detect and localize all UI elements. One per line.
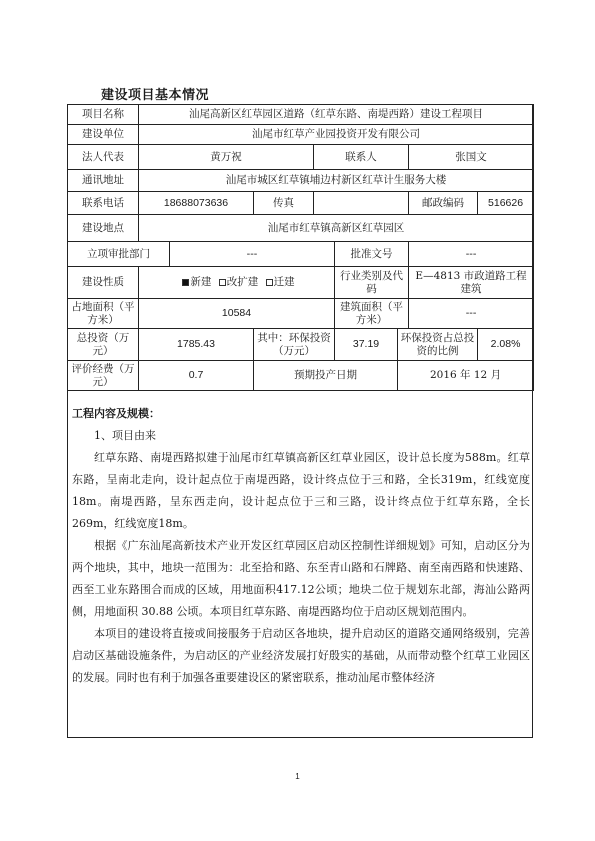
approval-no-value: --- (409, 242, 534, 267)
expansion-checkbox (219, 279, 226, 286)
industry-label: 行业类别及代码 (335, 267, 409, 299)
env-invest-value: 37.19 (335, 329, 398, 361)
env-invest-label: 其中：环保投资（万元） (254, 329, 335, 361)
total-invest-value: 1785.43 (139, 329, 254, 361)
env-ratio-label: 环保投资占总投资的比例 (398, 329, 478, 361)
approval-dept-value: --- (170, 242, 335, 267)
legal-rep-value: 黄万祝 (139, 145, 314, 170)
content-section (72, 403, 530, 689)
phone-label: 联系电话 (68, 192, 139, 215)
legal-rep-label: 法人代表 (68, 145, 139, 170)
contact-value: 张国文 (409, 145, 534, 170)
page-number: 1 (295, 772, 300, 781)
land-area-label: 占地面积（平方米） (68, 299, 139, 329)
unit-label: 建设单位 (68, 125, 139, 145)
address-label: 通讯地址 (68, 170, 139, 192)
address-value: 汕尾市城区红草镇埔边村新区红草计生服务大楼 (139, 170, 534, 192)
project-name-label: 项目名称 (68, 105, 139, 125)
contact-label: 联系人 (314, 145, 409, 170)
approval-no-label: 批准文号 (335, 242, 409, 267)
page-title: 建设项目基本情况 (101, 88, 210, 103)
nature-label: 建设性质 (68, 267, 139, 299)
content-heading: 工程内容及规模： (72, 407, 160, 420)
approval-dept-label: 立项审批部门 (68, 242, 170, 267)
building-area-value: --- (409, 299, 534, 329)
fax-value (314, 192, 409, 215)
unit-value: 汕尾市红草产业园投资开发有限公司 (139, 125, 534, 145)
relocation-checkbox (266, 279, 273, 286)
start-date-value: 2016 年 12 月 (398, 361, 534, 391)
eval-fee-label: 评价经费（万元） (68, 361, 139, 391)
env-ratio-value: 2.08% (478, 329, 534, 361)
project-name-value: 汕尾高新区红草园区道路（红草东路、南堤西路）建设工程项目 (139, 105, 534, 125)
industry-value: E—4813 市政道路工程建筑 (409, 267, 534, 299)
start-date-label: 预期投产日期 (254, 361, 398, 391)
nature-options (139, 267, 335, 299)
location-label: 建设地点 (68, 215, 139, 242)
paragraph: 红草东路、南堤西路拟建于汕尾市红草镇高新区红草业园区，设计总长度为588m。红草东路，呈南北走向，设计起点位于南堤西路，设计终点位于三和路，全长319m，红线宽度18m。南堤西路，呈东西走向，设计起点位于三和三路，设计终点位于红草东路，全长269m，红线宽度18m。 (72, 451, 530, 530)
expansion-label: 改扩建 (226, 276, 259, 288)
paragraph: 根据《广东汕尾高新技术产业开发区红草园区启动区控制性详细规划》可知，启动区分为两个地块，其中，地块一范围为：北至拾和路、东至青山路和石牌路、南至南西路和快速路、西至工业东路围合而成的区域，用地面积417.12公顷；地块二位于规划东北部，海汕公路两侧，用地面积 30.88 公顷。本项目红草东路、南堤西路均位于启动区规划范围内。 (72, 539, 530, 618)
land-area-value: 10584 (139, 299, 335, 329)
postcode-label: 邮政编码 (409, 192, 478, 215)
relocation-label: 迁建 (273, 276, 295, 288)
fax-label: 传真 (254, 192, 314, 215)
phone-value: 18688073636 (139, 192, 254, 215)
new-build-label: 新建 (190, 276, 212, 288)
content-subheading: 1、项目由来 (94, 429, 156, 442)
project-info-table (67, 104, 534, 391)
new-build-checkbox (182, 279, 189, 286)
total-invest-label: 总投资（万元） (68, 329, 139, 361)
eval-fee-value: 0.7 (139, 361, 254, 391)
postcode-value: 516626 (478, 192, 534, 215)
paragraph: 本项目的建设将直接或间接服务于启动区各地块，提升启动区的道路交通网络级别，完善启动区基础设施条件，为启动区的产业经济发展打好殷实的基础，从而带动整个红草工业园区的发展。同时也有利于加强各重要建设区的紧密联系，推动汕尾市整体经济 (72, 627, 530, 684)
building-area-label: 建筑面积（平方米） (335, 299, 409, 329)
location-value: 汕尾市红草镇高新区红草园区 (139, 215, 534, 242)
